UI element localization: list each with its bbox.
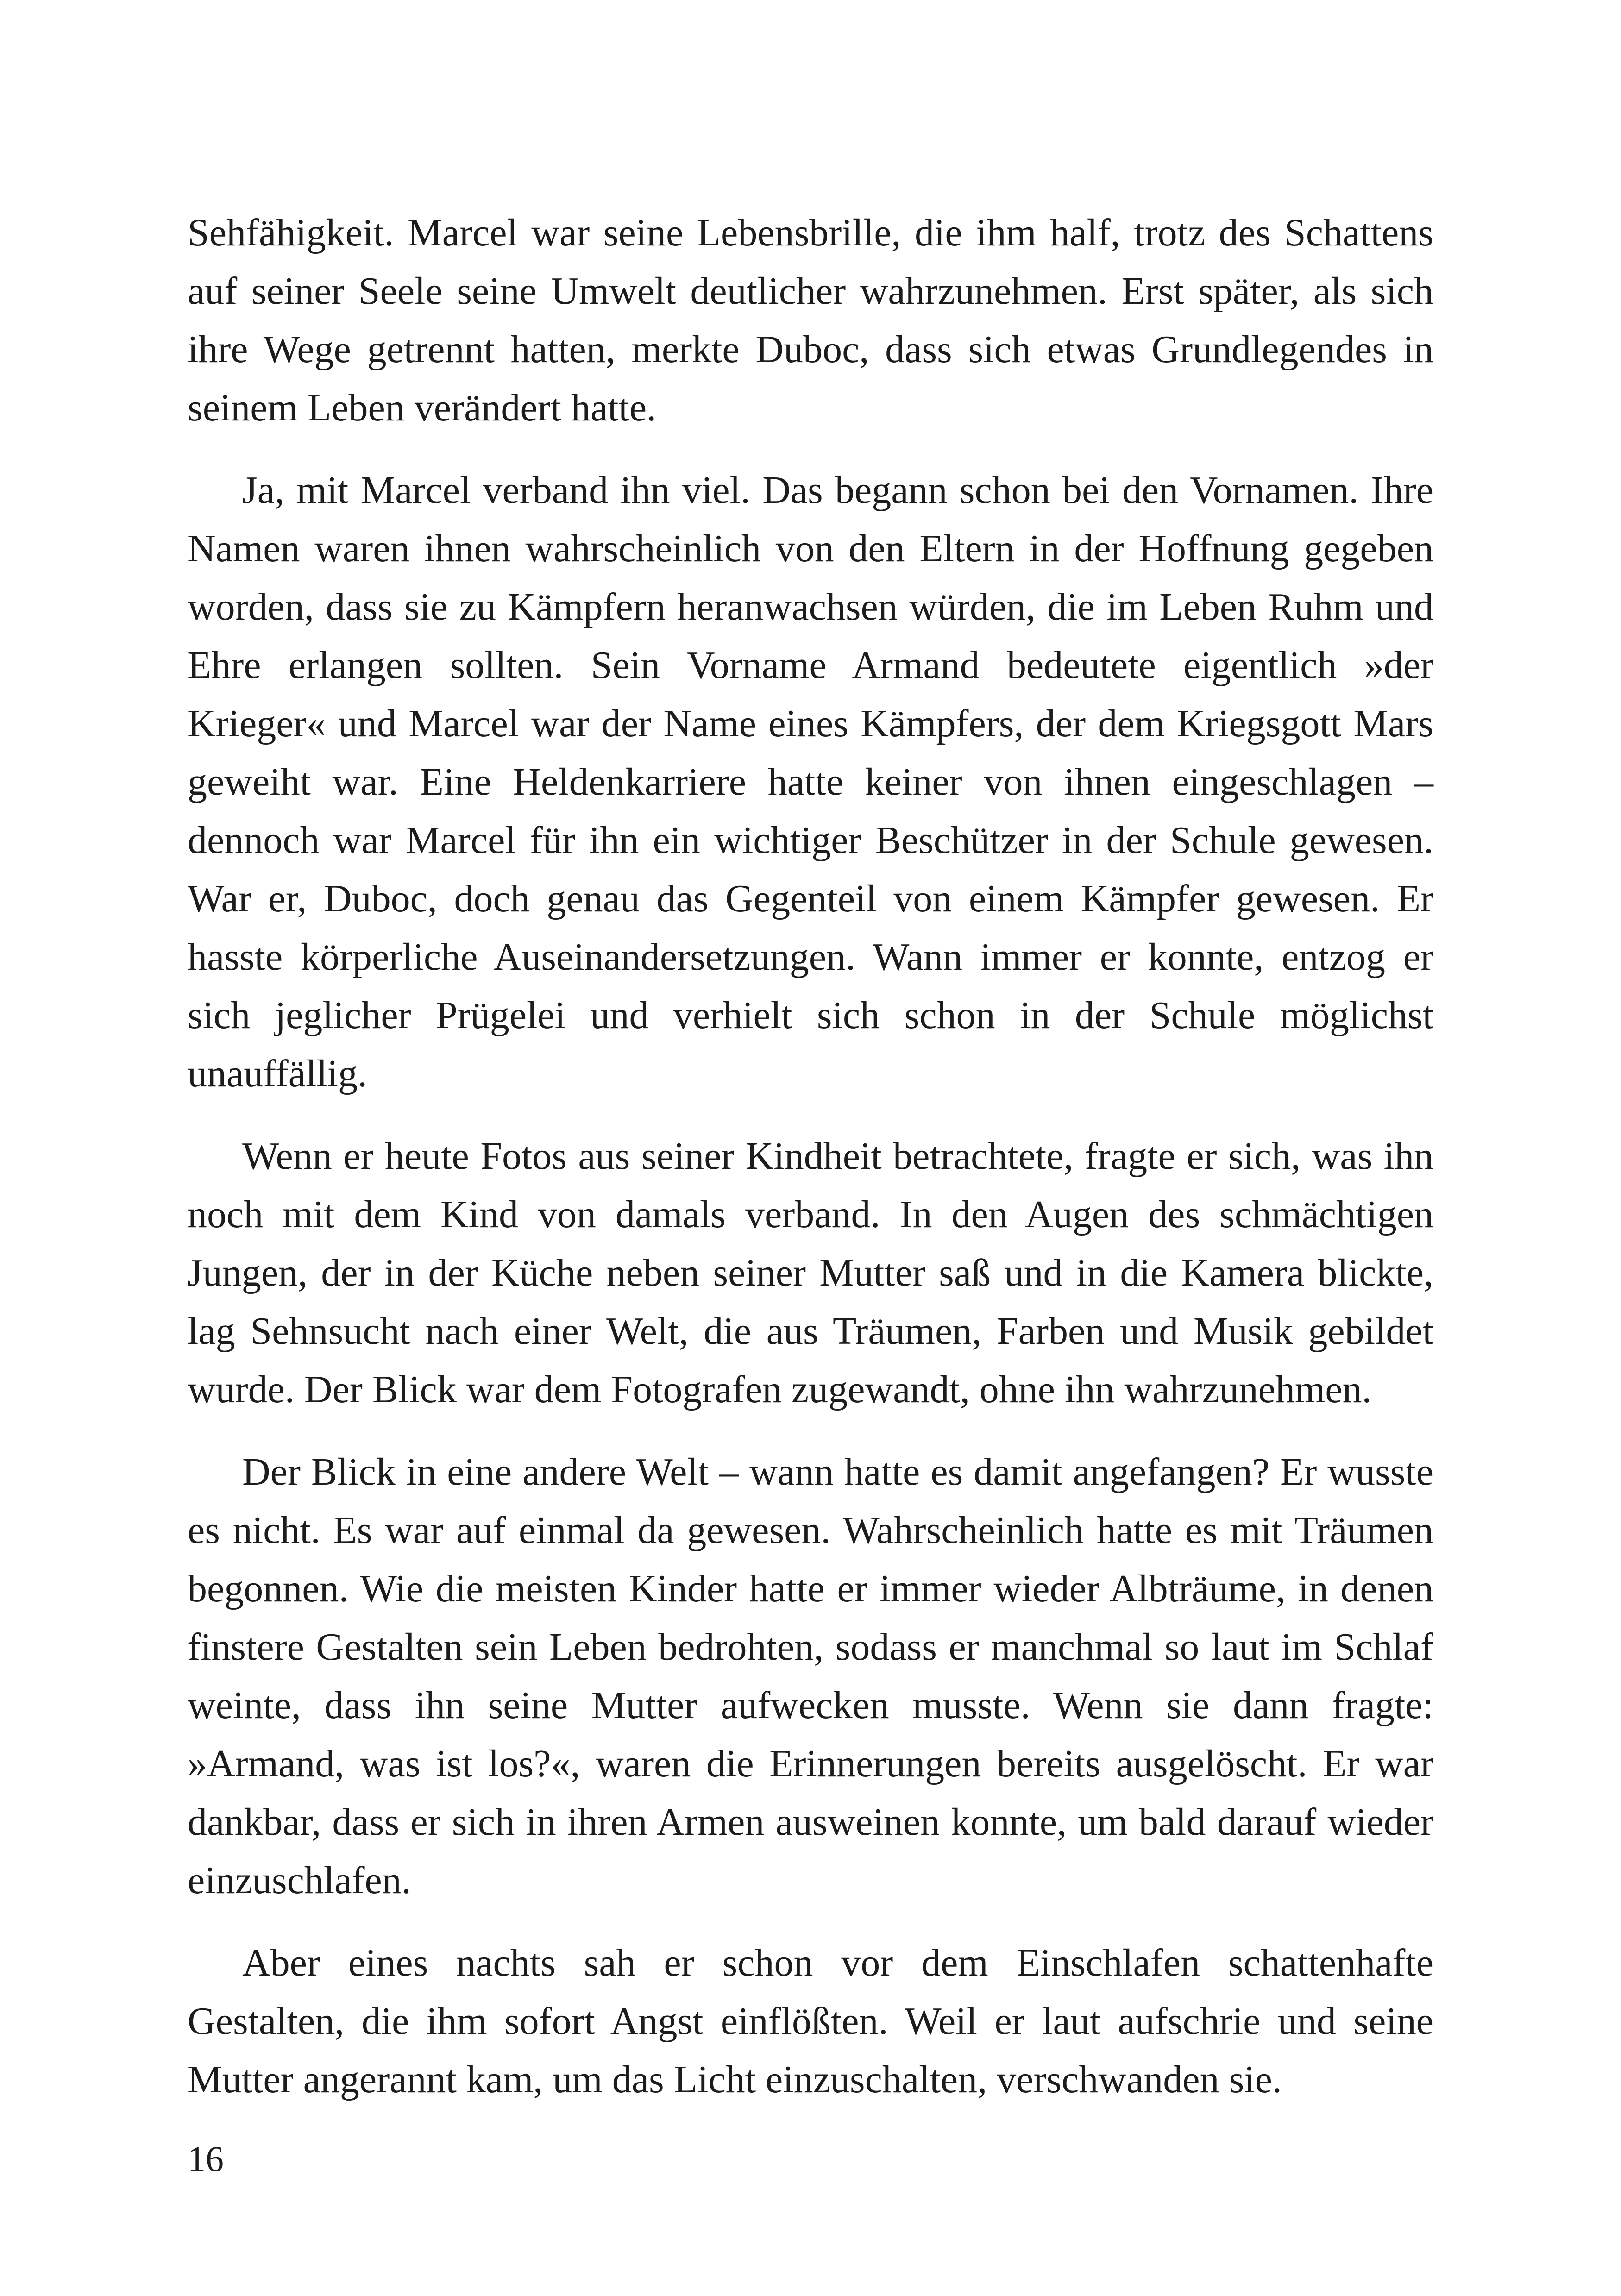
paragraph-continuation: Sehfähigkeit. Marcel war seine Lebensbrille, die ihm half, trotz des Schattens auf seiner Seele seine Umwelt deutlicher wahrzunehmen. Erst später, als sich ihre Wege getrennt hatten, merkte Duboc, dass sich etwas Grundlegendes in seinem Leben verändert hatte. bbox=[188, 211, 1433, 429]
page-number: 16 bbox=[188, 2139, 224, 2179]
paragraph-childhood-photos: Wenn er heute Fotos aus seiner Kindheit betrachtete, fragte er sich, was ihn noch mit dem Kind von damals verband. In den Augen des schmächtigen Jungen, der in der Küche neben seiner Mutter saß und in die Kamera blickte, lag Sehnsucht nach einer Welt, die aus Träumen, Farben und Musik gebildet wurde. Der Blick war dem Fotografen zugewandt, ohne ihn wahrzunehmen. bbox=[188, 1135, 1433, 1411]
paragraph-marcel-names: Ja, mit Marcel verband ihn viel. Das begann schon bei den Vornamen. Ihre Namen waren ihnen wahrscheinlich von den Eltern in der Hoffnung gegeben worden, dass sie zu Kämpfern heranwachsen würden, die im Leben Ruhm und Ehre erlangen sollten. Sein Vorname Armand bedeutete eigentlich »der Krieger« und Marcel war der Name eines Kämpfers, der dem Kriegsgott Mars geweiht war. Eine Heldenkarriere hatte keiner von ihnen eingeschlagen – dennoch war Marcel für ihn ein wichtiger Beschützer in der Schule gewesen. War er, Duboc, doch genau das Gegenteil von einem Kämpfer gewesen. Er hasste körperliche Auseinandersetzungen. Wann immer er konnte, entzog er sich jeglicher Prügelei und verhielt sich schon in der Schule möglichst unauffällig. bbox=[188, 469, 1433, 1095]
paragraph-other-world: Der Blick in eine andere Welt – wann hatte es damit angefangen? Er wusste es nicht. Es war auf einmal da gewesen. Wahrscheinlich hatte es mit Träumen begonnen. Wie die meisten Kinder hatte er immer wieder Albträume, in denen finstere Gestalten sein Leben bedrohten, sodass er manchmal so laut im Schlaf weinte, dass ihn seine Mutter aufwecken musste. Wenn sie dann fragte: »Armand, was ist los?«, waren die Erinnerungen bereits ausgelöscht. Er war dankbar, dass er sich in ihren Armen ausweinen konnte, um bald darauf wieder einzuschlafen. bbox=[188, 1450, 1433, 1902]
paragraph-shadow-figures: Aber eines nachts sah er schon vor dem Einschlafen schattenhafte Gestalten, die ihm sofort Angst einflößten. Weil er laut aufschrie und seine Mutter angerannt kam, um das Licht einzuschalten, verschwanden sie. bbox=[188, 1941, 1433, 2101]
body-text bbox=[188, 204, 1433, 2133]
